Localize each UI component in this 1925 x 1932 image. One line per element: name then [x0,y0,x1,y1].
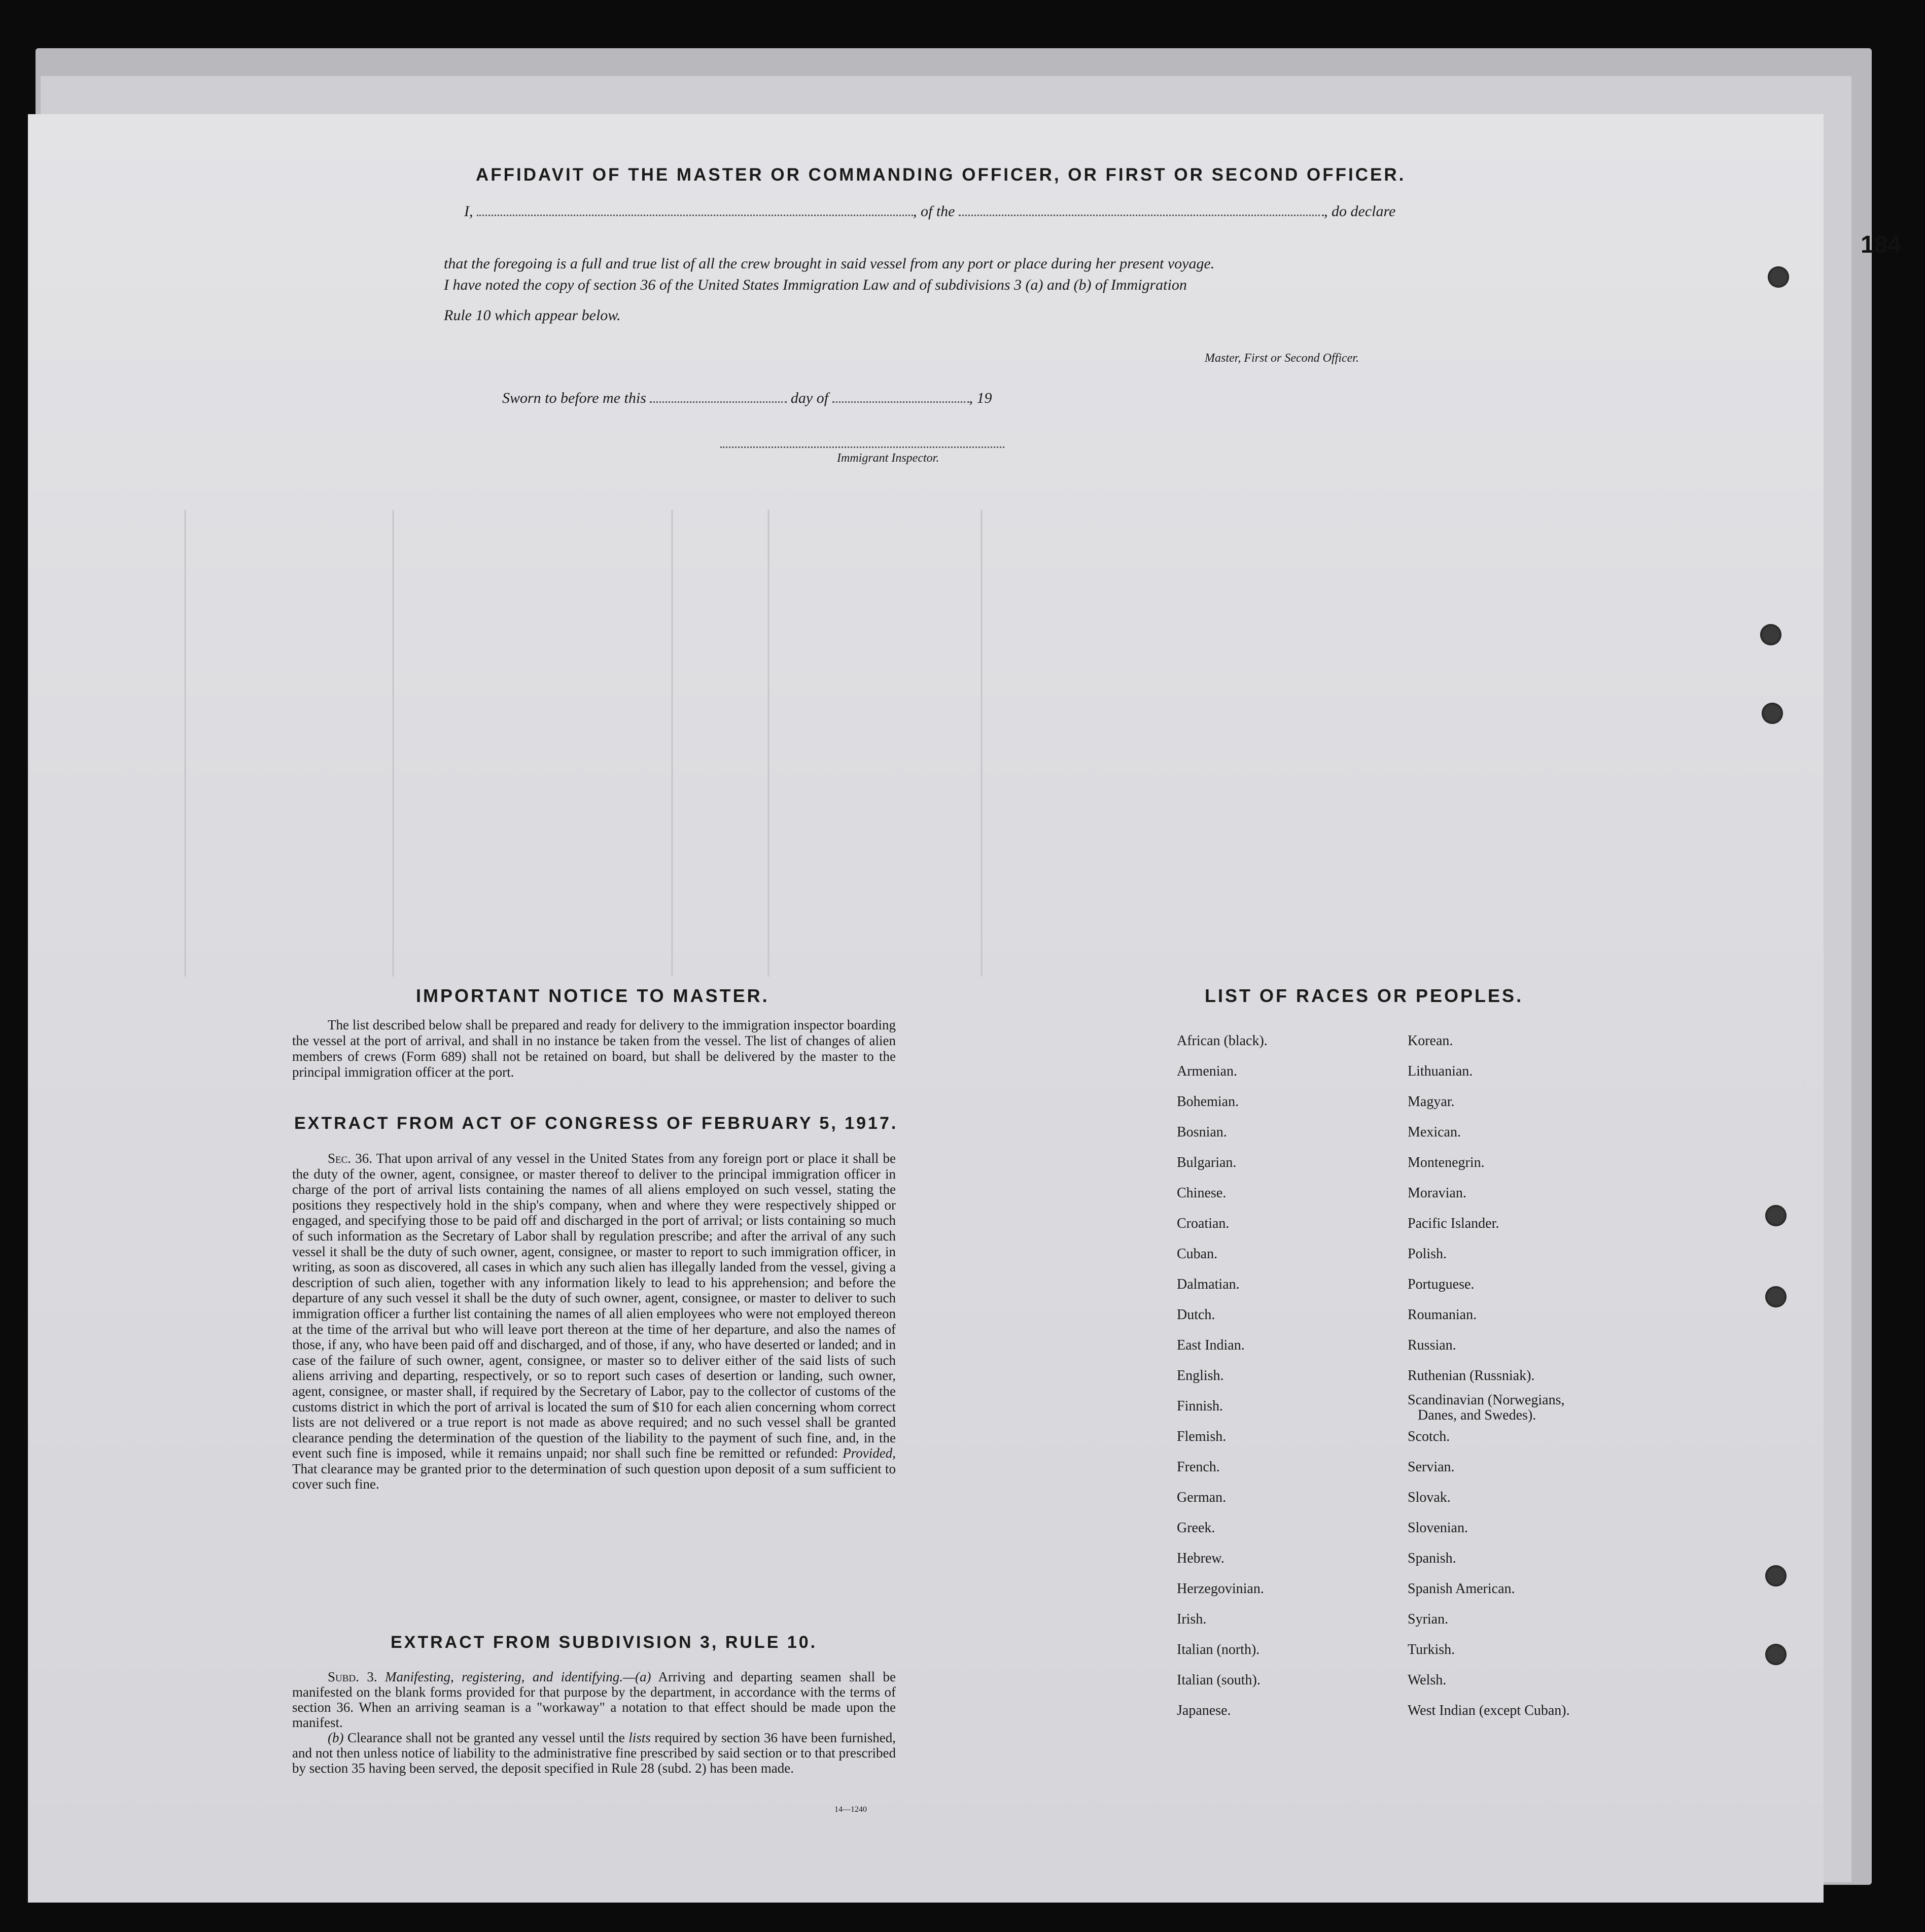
sworn-day-of: day of [790,390,829,406]
race-item: Cuban. [1177,1246,1218,1262]
race-item: Slovenian. [1408,1520,1468,1536]
subd-b-label: (b) [328,1730,344,1745]
affidavit-line-1 [464,203,1395,220]
race-item: Pacific Islander. [1408,1216,1499,1231]
race-item: Servian. [1408,1459,1455,1475]
race-item: African (black). [1177,1033,1268,1049]
race-item: Danes, and Swedes). [1418,1407,1536,1423]
master-name-field[interactable] [477,215,913,216]
sec-36-text: That upon arrival of any vessel in the United States from any foreign port or place it shall be the duty of the owner, agent, consignee, or master thereof to deliver to the principal immigration officer in charge of the port of arrival lists containing the names of all aliens employed on such vessel, stating the positions they respectively hold in the ship's company, when and where they were respectively shipped or engaged, and specifying those to be paid off and discharged in the port of arrival; or lists containing so much of such information as the Secretary of Labor shall by regulation prescribe; and after the arrival of any such vessel it shall be the duty of such owner, agent, consignee, or master to report to such immigration officer, in writing, as soon as discovered, all cases in which any such alien has illegally landed from the vessel, giving a description of such alien, together with any information likely to lead to his apprehension; and before the departure of any such vessel it shall be the duty of such owner, agent, consignee, or master to deliver to such immigration officer a further list containing the names of all alien employees who were not employed thereon at the time of the arrival but who will leave port thereon at the time of her departure, and also the names of those, if any, who have been paid off and discharged, and of those, if any, who have deserted or landed; and in case of the failure of such owner, agent, consignee, or master so to deliver either of the said lists of such aliens arriving and departing, respectively, or so to report such cases of desertion or landing, such owner, agent, consignee, or master shall, if required by the Secretary of Labor, pay to the collector of customs of the customs district in which the port of arrival is located the sum of $10 for each alien concerning whom correct lists are not delivered or a true report is not made as above required; and no such vessel shall be granted clearance pending the determination of the question of the liability to the payment of such fine, and, in the event such fine is imposed, while it remains unpaid; nor shall such fine be remitted or refunded: [292,1151,896,1461]
race-item: Japanese. [1177,1703,1231,1718]
subd-para-a [292,1669,896,1730]
stamp-number: 184 [1861,231,1902,258]
subd-para-b [292,1730,896,1776]
extract-rule-body [292,1669,896,1776]
race-item: Turkish. [1408,1642,1455,1658]
race-item: Italian (north). [1177,1642,1260,1658]
race-item: Lithuanian. [1408,1063,1473,1079]
race-item: West Indian (except Cuban). [1408,1703,1570,1718]
sworn-month-field[interactable] [832,401,969,403]
race-item: Ruthenian (Russniak). [1408,1368,1535,1384]
affidavit-i: I, [464,203,473,220]
race-item: Flemish. [1177,1429,1227,1444]
sworn-line [502,390,992,407]
race-item: Portuguese. [1408,1276,1475,1292]
subd-a-text: Arriving and departing seamen shall be manifested on the blank forms provided for that purpose by the department, in accordance with the terms of section 36. When an arriving seaman is a "workaway" a notation to that effect should be made upon the manifest. [292,1669,896,1730]
subd-b-lists: lists [628,1730,651,1745]
affidavit-of-the: , of the [913,203,955,220]
subd-title: Manifesting, registering, and identifying.—(a) [385,1669,651,1684]
race-item: Spanish American. [1408,1581,1515,1597]
race-item: Bosnian. [1177,1124,1227,1140]
races-heading: LIST OF RACES OR PEOPLES. [1205,985,1524,1006]
subd-label: Subd. 3. [328,1669,377,1684]
race-item: Scandinavian (Norwegians, [1408,1392,1565,1408]
races-right-column [1408,1033,1692,1733]
sworn-label: Sworn to before me this [502,390,646,406]
race-item: Slovak. [1408,1490,1451,1505]
race-item: Greek. [1177,1520,1215,1536]
race-item: Polish. [1408,1246,1447,1262]
race-item: Mexican. [1408,1124,1461,1140]
race-item: Croatian. [1177,1216,1230,1231]
race-item: German. [1177,1490,1227,1505]
extract-act-heading: EXTRACT FROM ACT OF CONGRESS OF FEBRUARY 5, 1917. [294,1114,898,1133]
race-item: Chinese. [1177,1185,1227,1201]
inspector-line [720,446,1004,448]
race-item: Dalmatian. [1177,1276,1240,1292]
race-item: Bohemian. [1177,1094,1239,1110]
race-item: Finnish. [1177,1398,1223,1414]
race-item: Irish. [1177,1611,1207,1627]
notice-body: The list described below shall be prepared and ready for delivery to the immigration inspector boarding the vessel at the port of arrival, and shall in no instance be taken from the vessel. The list of changes of alien members of crews (Form 689) shall not be retained on board, but shall be delivered by the master to the principal immigration officer at the port. [292,1017,896,1080]
race-item: Russian. [1408,1337,1456,1353]
affidavit-line-4: Rule 10 which appear below. [444,307,621,324]
race-item: Montenegrin. [1408,1155,1485,1170]
race-item: Italian (south). [1177,1672,1261,1688]
race-item: Scotch. [1408,1429,1450,1444]
affidavit-do-declare: , do declare [1324,203,1396,220]
race-item: Moravian. [1408,1185,1466,1201]
race-item: Korean. [1408,1033,1453,1049]
race-item: Herzegovinian. [1177,1581,1264,1597]
race-item: Dutch. [1177,1307,1215,1323]
race-item: Roumanian. [1408,1307,1477,1323]
vessel-name-field[interactable] [959,215,1324,216]
races-left-column [1177,1033,1390,1733]
inspector-label: Immigrant Inspector. [837,452,939,465]
race-item: Hebrew. [1177,1550,1224,1566]
race-item: French. [1177,1459,1220,1475]
race-item: Bulgarian. [1177,1155,1237,1170]
race-item: Magyar. [1408,1094,1455,1110]
affidavit-heading: AFFIDAVIT OF THE MASTER OR COMMANDING OFFICER, OR FIRST OR SECOND OFFICER. [476,165,1406,185]
race-item: Welsh. [1408,1672,1447,1688]
provided-word: Provided, [843,1445,896,1461]
sworn-year: , 19 [969,390,992,406]
race-item: Syrian. [1408,1611,1449,1627]
race-item: East Indian. [1177,1337,1245,1353]
notice-heading: IMPORTANT NOTICE TO MASTER. [416,985,769,1006]
subd-b-text-2: required by section 36 have been furnished, and not then unless notice of liability to the administrative fine prescribed by said section or to that prescribed by section 35 having been served, the deposit specified in Rule 28 (subd. 2) has been made. [292,1730,896,1776]
signature-label: Master, First or Second Officer. [1205,352,1359,365]
race-item: Armenian. [1177,1063,1237,1079]
race-item: Spanish. [1408,1550,1456,1566]
affidavit-line-3: I have noted the copy of section 36 of the United States Immigration Law and of subdivisions 3 (a) and (b) of Immigration [444,277,1187,293]
sec-36-text-end: That clearance may be granted prior to the determination of such question upon deposit of a sum sufficient to cover such fine. [292,1461,896,1492]
sworn-day-field[interactable] [650,401,787,403]
affidavit-line-2: that the foregoing is a full and true list of all the crew brought in said vessel from any port or place during her present voyage. [444,255,1215,272]
race-item: English. [1177,1368,1224,1384]
extract-rule-heading: EXTRACT FROM SUBDIVISION 3, RULE 10. [391,1633,818,1652]
sec-label: Sec. 36. [328,1151,372,1166]
form-number: 14—1240 [834,1805,867,1814]
subd-b-text-1: Clearance shall not be granted any vessel until the [347,1730,625,1745]
extract-act-body [292,1151,896,1492]
